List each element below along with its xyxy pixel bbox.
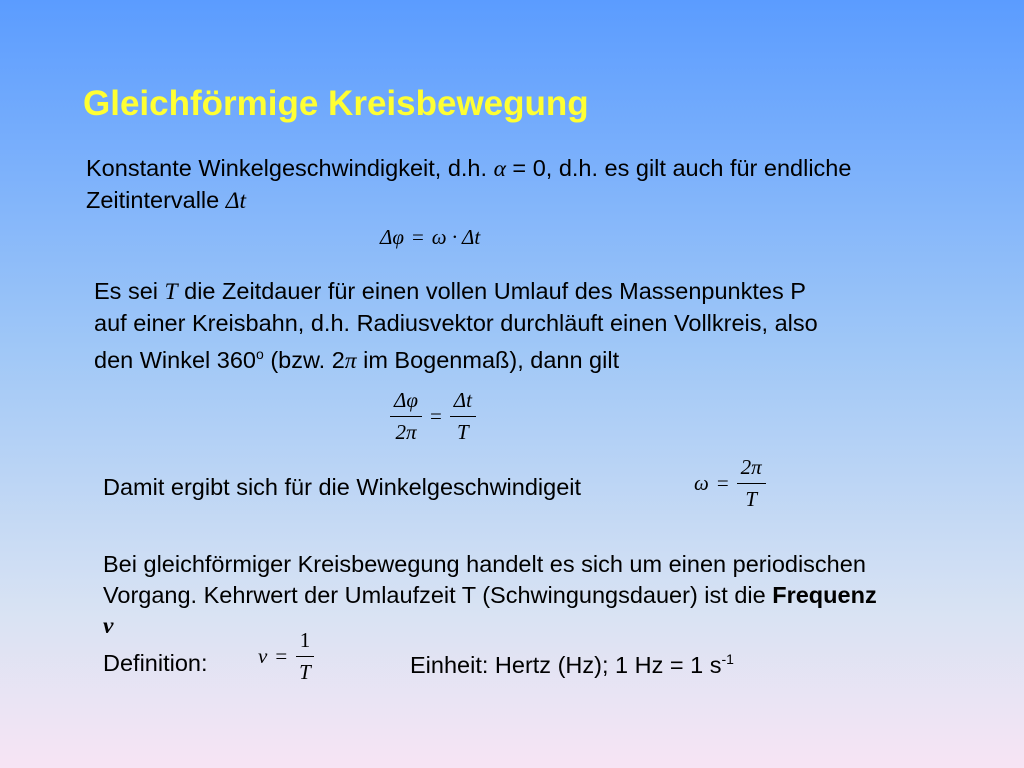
paragraph-result: Damit ergibt sich für die Winkelgeschwindigeit (103, 474, 582, 500)
definition-label: Definition: (103, 650, 208, 676)
paragraph-period (94, 276, 818, 377)
p2-line-3: den Winkel 360$^o$ (bzw. 2π im Bogenmaß), dann gilt (94, 346, 620, 374)
p1-line-1: Konstante Winkelgeschwindigkeit, d.h. α = 0, d.h. es gilt auch für endliche (86, 155, 852, 182)
paragraph-frequency (103, 549, 877, 642)
delta-t-symbol: Δt (225, 188, 247, 214)
fraction-t: $\frac{\Delta t}{T}$ (450, 388, 476, 445)
unit-hertz: Einheit: Hertz (Hz); 1 Hz = 1 $s^{-1}$ (410, 651, 734, 678)
fraction-frequency: $\frac{1}{T}$ (295, 628, 315, 685)
frequency-term: Frequenz (772, 582, 877, 608)
p4-line-2: Vorgang. Kehrwert der Umlaufzeit T (Schwingungsdauer) ist die Frequenz (103, 582, 877, 608)
p4-line-3: ν (103, 613, 114, 639)
formula-frequency: ν = $\frac{1}{T}$ (258, 628, 315, 685)
p4-line-1: Bei gleichförmiger Kreisbewegung handelt es sich um einen periodischen (103, 551, 866, 577)
p2-line-2: auf einer Kreisbahn, d.h. Radiusvektor durchläuft einen Vollkreis, also (94, 310, 818, 336)
paragraph-angular-velocity (86, 153, 851, 217)
formula-delta-phi: Δφ = ω · Δt (380, 225, 481, 249)
p1-line-2: Zeitintervalle Δt (86, 187, 247, 214)
period-symbol: T (164, 279, 178, 305)
formula-omega: ω = $\frac{2\pi}{T}$ (694, 455, 766, 512)
fraction-omega: $\frac{2\pi}{T}$ (737, 455, 766, 512)
fraction-phi: $\frac{\Delta\varphi}{2\pi}$ (390, 388, 422, 445)
alpha-symbol: α (493, 156, 506, 182)
page-title: Gleichförmige Kreisbewegung (83, 84, 589, 123)
formula-ratio: $\frac{\Delta\varphi}{2\pi}$ = $\frac{\Delta t}{T}$ (390, 388, 476, 445)
p2-line-1: Es sei T die Zeitdauer für einen vollen Umlauf des Massenpunktes P (94, 278, 806, 305)
pi-symbol: π (344, 347, 357, 374)
